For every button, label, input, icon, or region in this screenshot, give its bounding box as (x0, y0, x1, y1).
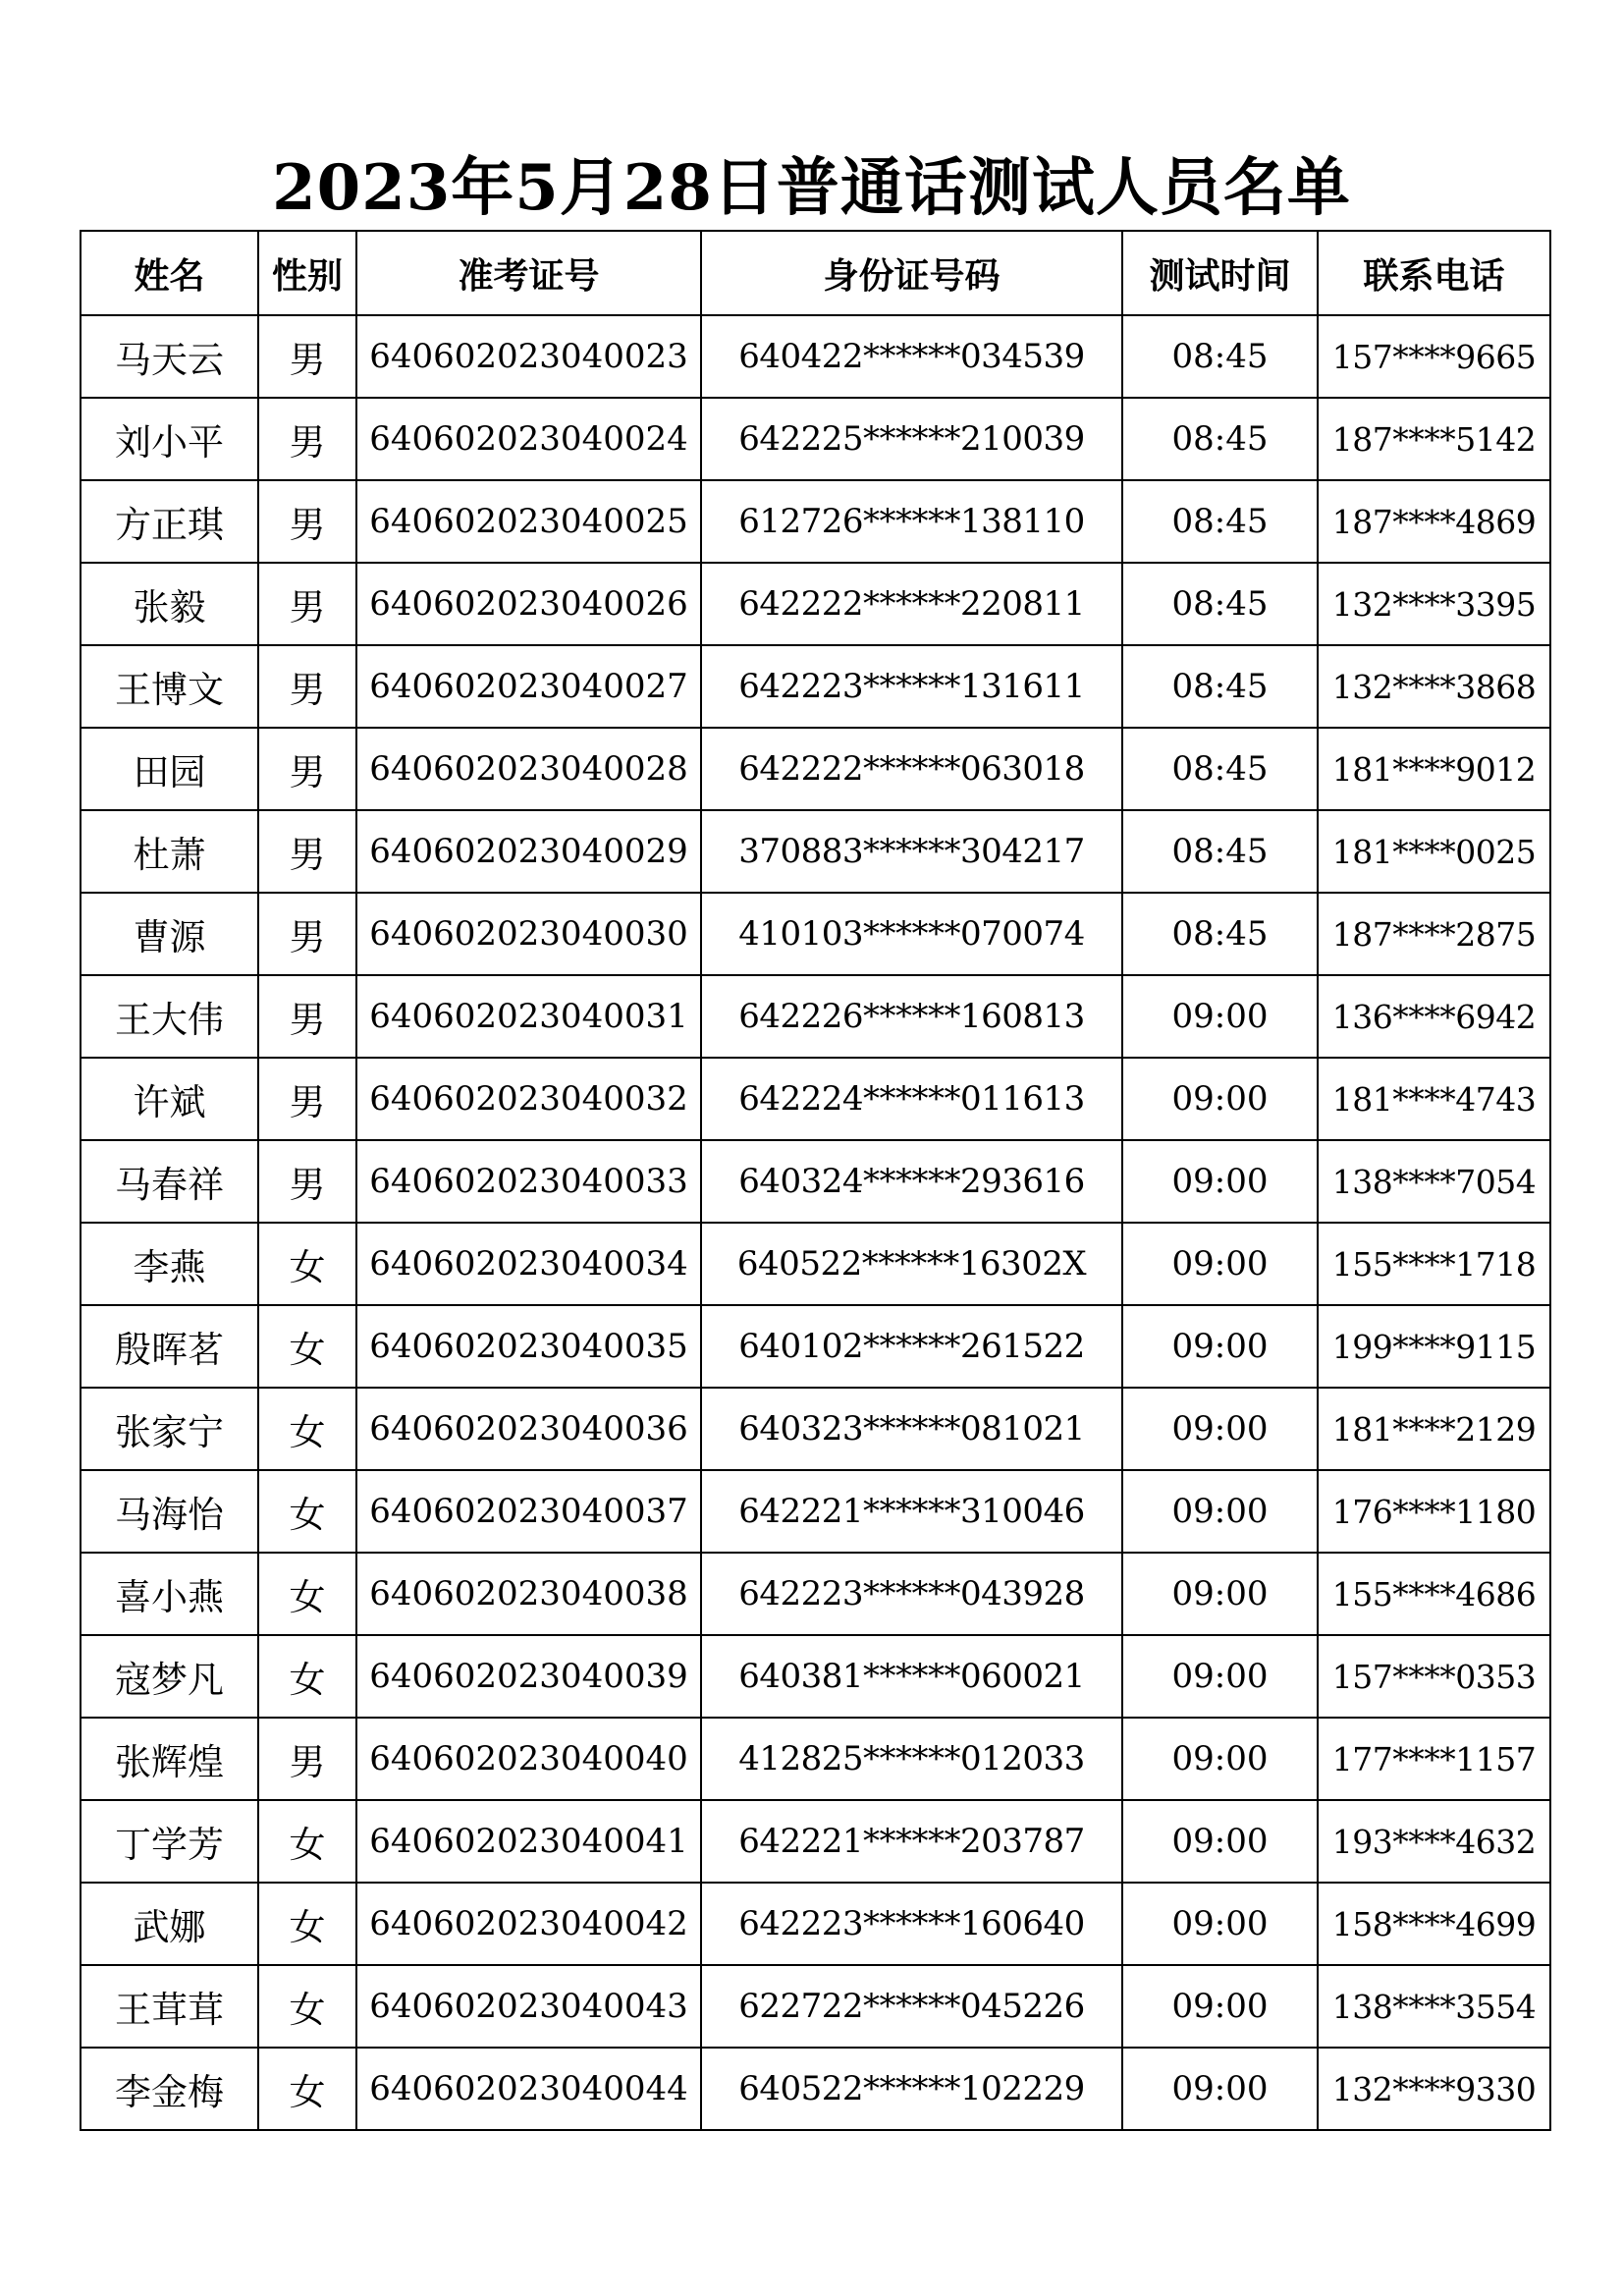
cell-gender: 男 (258, 645, 356, 728)
cell-name: 许斌 (81, 1058, 258, 1140)
cell-test-time: 09:00 (1122, 1058, 1318, 1140)
cell-exam-number: 640602023040032 (356, 1058, 701, 1140)
cell-gender: 女 (258, 1223, 356, 1305)
cell-exam-number: 640602023040034 (356, 1223, 701, 1305)
cell-id-number: 412825******012033 (701, 1718, 1122, 1800)
cell-exam-number: 640602023040035 (356, 1305, 701, 1388)
cell-exam-number: 640602023040024 (356, 398, 701, 480)
cell-gender: 女 (258, 2048, 356, 2130)
table-row (81, 315, 1550, 398)
cell-exam-number: 640602023040037 (356, 1470, 701, 1553)
cell-exam-number: 640602023040029 (356, 810, 701, 893)
cell-id-number: 642224******011613 (701, 1058, 1122, 1140)
cell-name: 张毅 (81, 563, 258, 645)
cell-exam-number: 640602023040036 (356, 1388, 701, 1470)
cell-exam-number: 640602023040031 (356, 975, 701, 1058)
cell-test-time: 08:45 (1122, 563, 1318, 645)
cell-gender: 男 (258, 810, 356, 893)
cell-name: 王大伟 (81, 975, 258, 1058)
table-row (81, 975, 1550, 1058)
cell-name: 寇梦凡 (81, 1635, 258, 1718)
cell-id-number: 642223******131611 (701, 645, 1122, 728)
cell-test-time: 08:45 (1122, 645, 1318, 728)
cell-id-number: 642221******203787 (701, 1800, 1122, 1883)
cell-id-number: 612726******138110 (701, 480, 1122, 563)
cell-test-time: 08:45 (1122, 728, 1318, 810)
cell-gender: 男 (258, 563, 356, 645)
cell-gender: 男 (258, 398, 356, 480)
cell-name: 马天云 (81, 315, 258, 398)
cell-name: 刘小平 (81, 398, 258, 480)
cell-test-time: 09:00 (1122, 1140, 1318, 1223)
cell-test-time: 09:00 (1122, 1800, 1318, 1883)
cell-gender: 女 (258, 1388, 356, 1470)
cell-phone: 157****9665 (1318, 315, 1550, 398)
cell-gender: 女 (258, 1800, 356, 1883)
cell-name: 张家宁 (81, 1388, 258, 1470)
cell-phone: 187****4869 (1318, 480, 1550, 563)
table-row (81, 1635, 1550, 1718)
cell-phone: 138****7054 (1318, 1140, 1550, 1223)
cell-name: 曹源 (81, 893, 258, 975)
cell-gender: 女 (258, 1965, 356, 2048)
cell-phone: 181****4743 (1318, 1058, 1550, 1140)
cell-test-time: 09:00 (1122, 1718, 1318, 1800)
cell-phone: 157****0353 (1318, 1635, 1550, 1718)
table-header (81, 231, 1550, 315)
cell-phone: 187****5142 (1318, 398, 1550, 480)
cell-name: 马海怡 (81, 1470, 258, 1553)
cell-exam-number: 640602023040038 (356, 1553, 701, 1635)
cell-gender: 男 (258, 315, 356, 398)
cell-name: 田园 (81, 728, 258, 810)
table-row (81, 893, 1550, 975)
cell-id-number: 642226******160813 (701, 975, 1122, 1058)
cell-gender: 女 (258, 1305, 356, 1388)
table-row (81, 728, 1550, 810)
cell-test-time: 09:00 (1122, 975, 1318, 1058)
cell-test-time: 09:00 (1122, 2048, 1318, 2130)
column-header-phone: 联系电话 (1318, 231, 1550, 315)
table-row (81, 1718, 1550, 1800)
cell-id-number: 642221******310046 (701, 1470, 1122, 1553)
cell-id-number: 642223******043928 (701, 1553, 1122, 1635)
cell-test-time: 09:00 (1122, 1553, 1318, 1635)
table-row (81, 1553, 1550, 1635)
cell-gender: 男 (258, 1058, 356, 1140)
cell-name: 喜小燕 (81, 1553, 258, 1635)
table-row (81, 1965, 1550, 2048)
table-row (81, 1058, 1550, 1140)
cell-phone: 136****6942 (1318, 975, 1550, 1058)
cell-gender: 男 (258, 480, 356, 563)
cell-exam-number: 640602023040043 (356, 1965, 701, 2048)
cell-phone: 193****4632 (1318, 1800, 1550, 1883)
cell-name: 李燕 (81, 1223, 258, 1305)
table-row (81, 1883, 1550, 1965)
cell-name: 方正琪 (81, 480, 258, 563)
cell-gender: 男 (258, 1140, 356, 1223)
cell-name: 武娜 (81, 1883, 258, 1965)
cell-phone: 199****9115 (1318, 1305, 1550, 1388)
cell-id-number: 640102******261522 (701, 1305, 1122, 1388)
cell-exam-number: 640602023040033 (356, 1140, 701, 1223)
cell-gender: 男 (258, 728, 356, 810)
column-header-exam-number: 准考证号 (356, 231, 701, 315)
table-row (81, 480, 1550, 563)
table-row (81, 563, 1550, 645)
cell-gender: 女 (258, 1470, 356, 1553)
cell-exam-number: 640602023040025 (356, 480, 701, 563)
cell-gender: 男 (258, 1718, 356, 1800)
cell-test-time: 08:45 (1122, 810, 1318, 893)
cell-phone: 132****3868 (1318, 645, 1550, 728)
table-row (81, 1305, 1550, 1388)
cell-exam-number: 640602023040041 (356, 1800, 701, 1883)
cell-id-number: 640323******081021 (701, 1388, 1122, 1470)
cell-name: 杜萧 (81, 810, 258, 893)
roster-table (80, 230, 1551, 2131)
table-row (81, 2048, 1550, 2130)
cell-test-time: 09:00 (1122, 1470, 1318, 1553)
cell-phone: 176****1180 (1318, 1470, 1550, 1553)
cell-id-number: 640522******16302X (701, 1223, 1122, 1305)
table-row (81, 1388, 1550, 1470)
table-row (81, 1470, 1550, 1553)
cell-id-number: 640522******102229 (701, 2048, 1122, 2130)
column-header-gender: 性别 (258, 231, 356, 315)
cell-gender: 男 (258, 975, 356, 1058)
cell-id-number: 640324******293616 (701, 1140, 1122, 1223)
cell-exam-number: 640602023040040 (356, 1718, 701, 1800)
cell-gender: 男 (258, 893, 356, 975)
cell-test-time: 08:45 (1122, 480, 1318, 563)
cell-id-number: 642222******220811 (701, 563, 1122, 645)
header-row (81, 231, 1550, 315)
cell-gender: 女 (258, 1635, 356, 1718)
cell-test-time: 08:45 (1122, 893, 1318, 975)
cell-phone: 181****2129 (1318, 1388, 1550, 1470)
cell-test-time: 09:00 (1122, 1883, 1318, 1965)
cell-phone: 177****1157 (1318, 1718, 1550, 1800)
cell-phone: 132****3395 (1318, 563, 1550, 645)
cell-name: 王博文 (81, 645, 258, 728)
cell-gender: 女 (258, 1553, 356, 1635)
cell-test-time: 09:00 (1122, 1305, 1318, 1388)
cell-id-number: 640381******060021 (701, 1635, 1122, 1718)
cell-id-number: 622722******045226 (701, 1965, 1122, 2048)
cell-exam-number: 640602023040026 (356, 563, 701, 645)
table-row (81, 1223, 1550, 1305)
table-row (81, 398, 1550, 480)
column-header-test-time: 测试时间 (1122, 231, 1318, 315)
cell-name: 马春祥 (81, 1140, 258, 1223)
document-title: 2023年5月28日普通话测试人员名单 (272, 151, 1351, 225)
column-header-id-number: 身份证号码 (701, 231, 1122, 315)
column-header-name: 姓名 (81, 231, 258, 315)
cell-exam-number: 640602023040023 (356, 315, 701, 398)
cell-test-time: 09:00 (1122, 1635, 1318, 1718)
cell-phone: 155****4686 (1318, 1553, 1550, 1635)
cell-phone: 158****4699 (1318, 1883, 1550, 1965)
cell-exam-number: 640602023040042 (356, 1883, 701, 1965)
cell-exam-number: 640602023040030 (356, 893, 701, 975)
cell-id-number: 642222******063018 (701, 728, 1122, 810)
cell-phone: 138****3554 (1318, 1965, 1550, 2048)
cell-test-time: 08:45 (1122, 315, 1318, 398)
cell-name: 张辉煌 (81, 1718, 258, 1800)
cell-exam-number: 640602023040044 (356, 2048, 701, 2130)
table-body (81, 315, 1550, 2130)
cell-id-number: 410103******070074 (701, 893, 1122, 975)
cell-test-time: 08:45 (1122, 398, 1318, 480)
cell-id-number: 370883******304217 (701, 810, 1122, 893)
cell-id-number: 642223******160640 (701, 1883, 1122, 1965)
cell-name: 李金梅 (81, 2048, 258, 2130)
cell-test-time: 09:00 (1122, 1388, 1318, 1470)
cell-name: 殷晖茗 (81, 1305, 258, 1388)
table-row (81, 645, 1550, 728)
table-row (81, 810, 1550, 893)
cell-phone: 187****2875 (1318, 893, 1550, 975)
cell-name: 丁学芳 (81, 1800, 258, 1883)
cell-id-number: 642225******210039 (701, 398, 1122, 480)
cell-phone: 181****9012 (1318, 728, 1550, 810)
table-row (81, 1140, 1550, 1223)
cell-gender: 女 (258, 1883, 356, 1965)
cell-exam-number: 640602023040039 (356, 1635, 701, 1718)
cell-name: 王茸茸 (81, 1965, 258, 2048)
cell-phone: 181****0025 (1318, 810, 1550, 893)
cell-test-time: 09:00 (1122, 1965, 1318, 2048)
cell-test-time: 09:00 (1122, 1223, 1318, 1305)
cell-exam-number: 640602023040027 (356, 645, 701, 728)
cell-phone: 132****9330 (1318, 2048, 1550, 2130)
table-row (81, 1800, 1550, 1883)
cell-phone: 155****1718 (1318, 1223, 1550, 1305)
cell-exam-number: 640602023040028 (356, 728, 701, 810)
cell-id-number: 640422******034539 (701, 315, 1122, 398)
